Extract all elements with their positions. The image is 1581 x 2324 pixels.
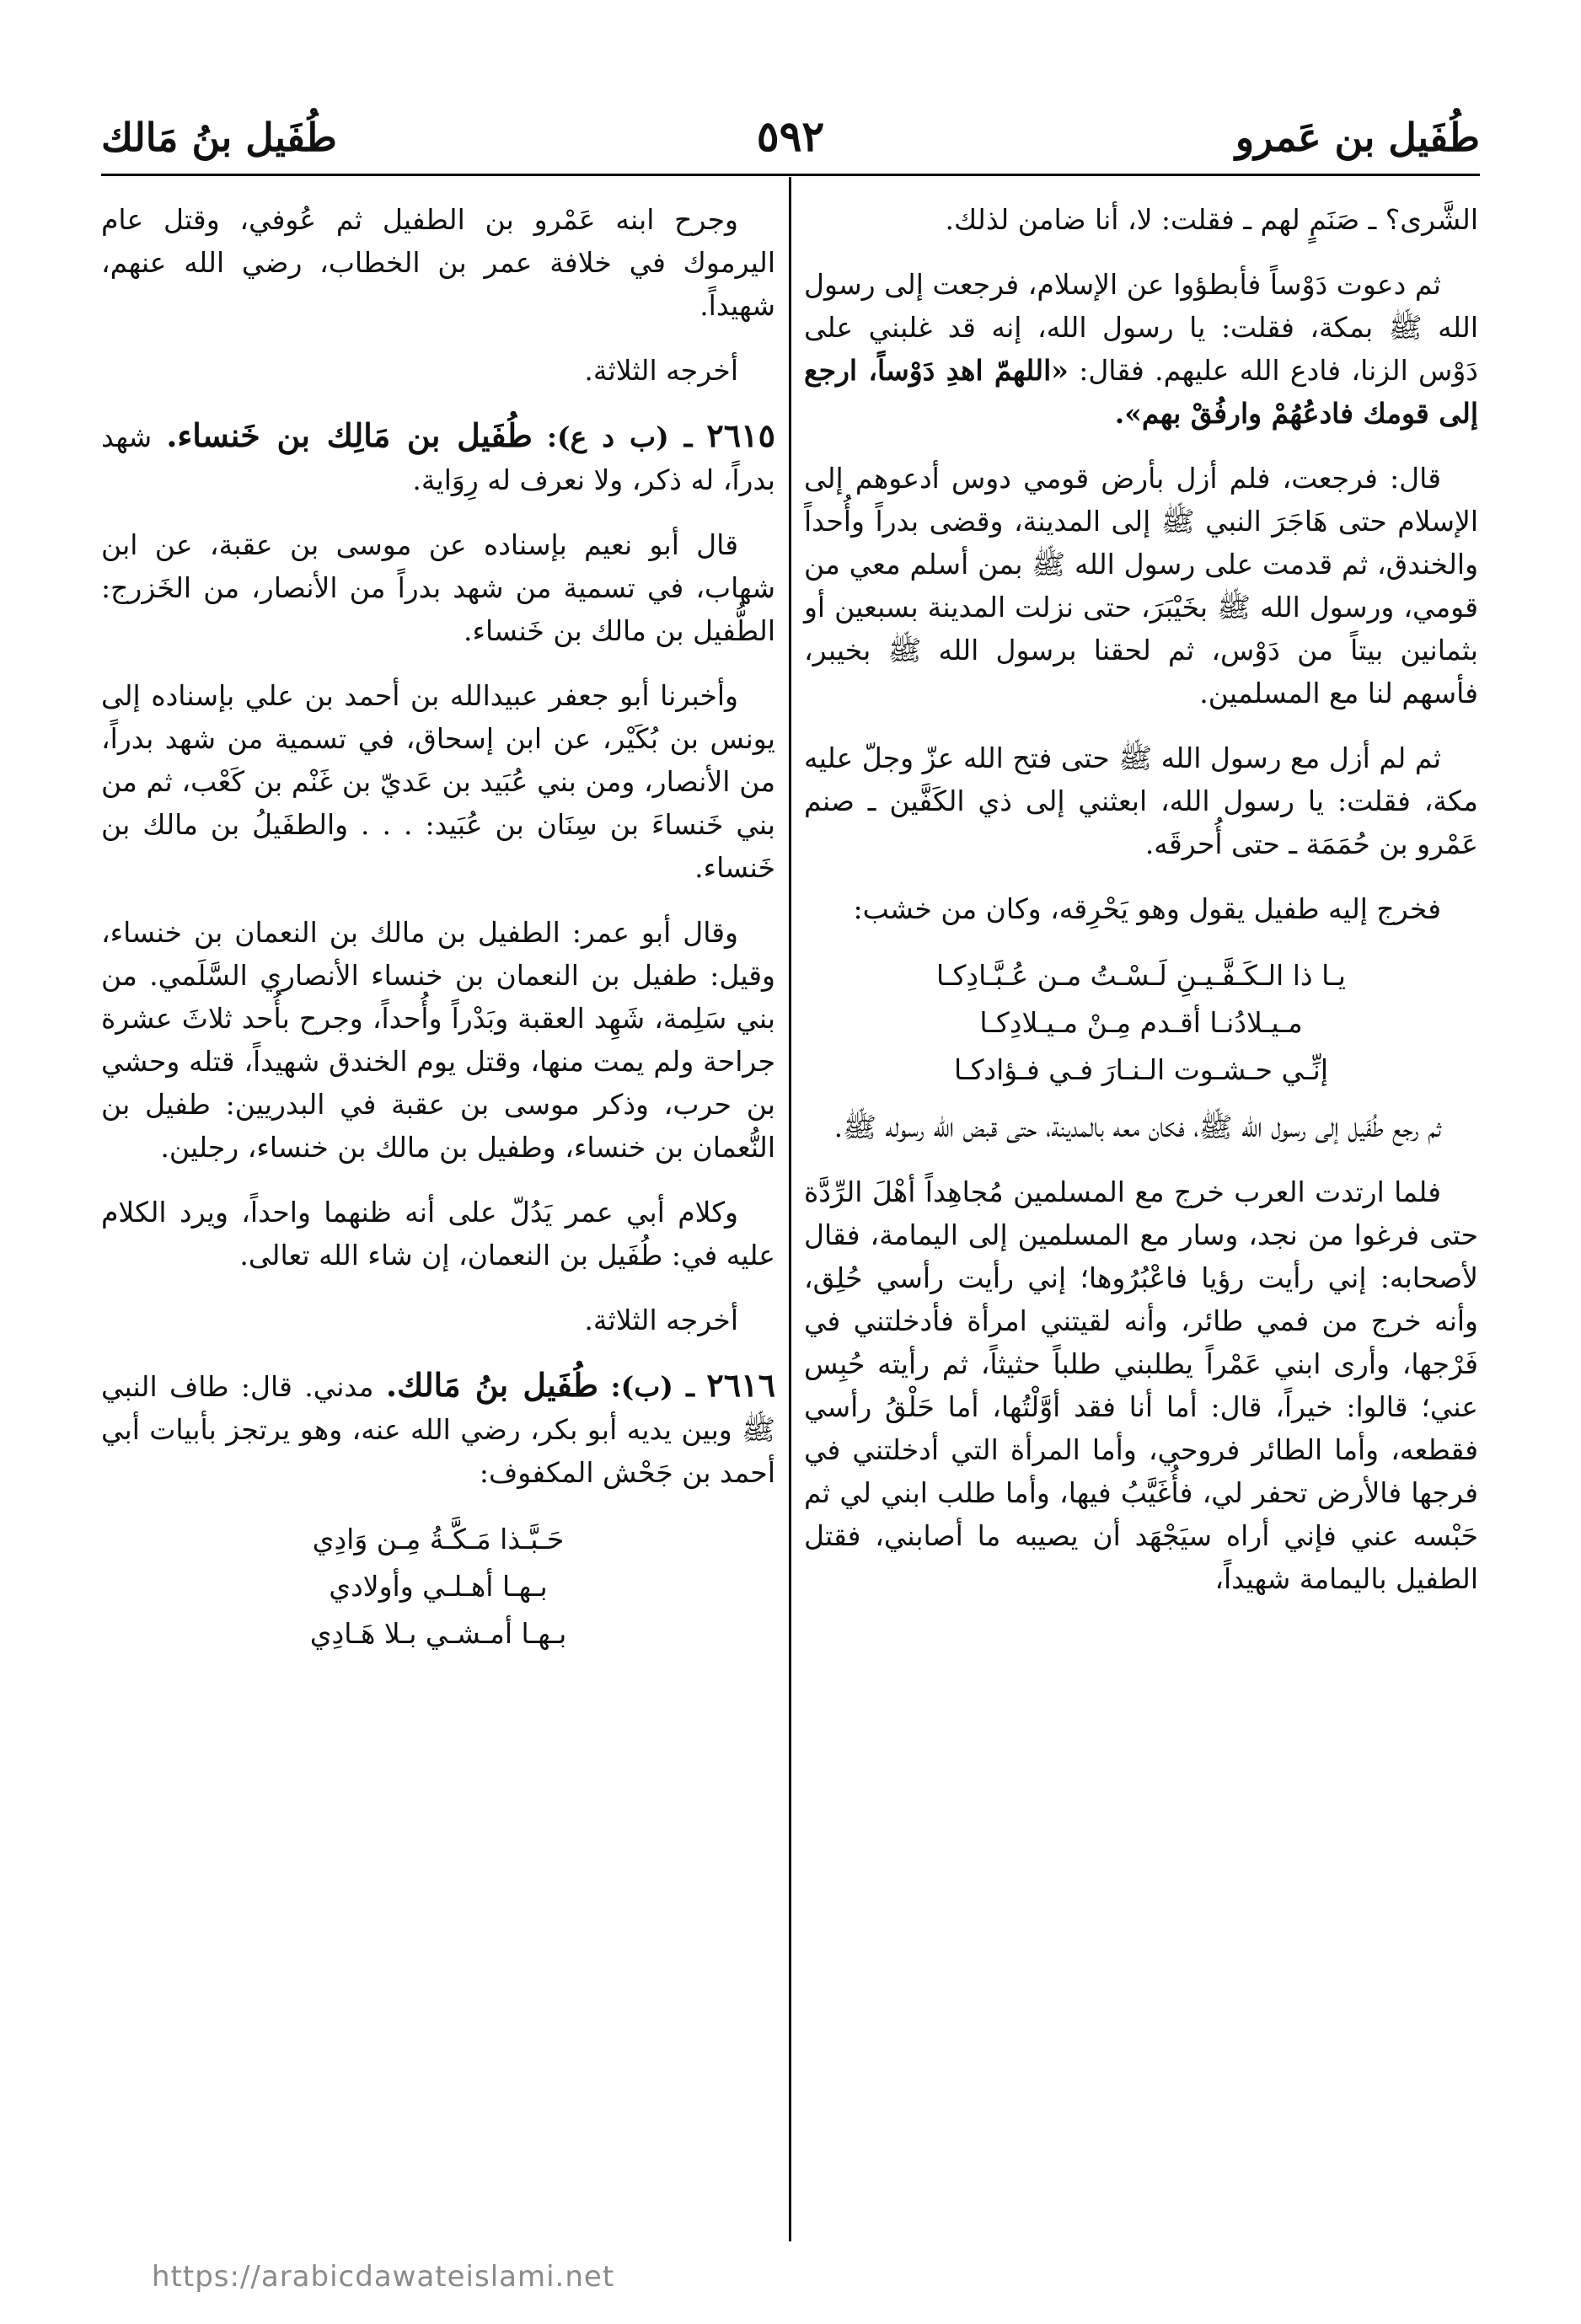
- hadith-quote: «اللهمّ اهدِ دَوْساً، ارجع إلى قومك فادعُهُمْ وارفُقْ بهم».: [804, 354, 1478, 430]
- poem-line: بـهـا أمـشـي بـلا هَـادِي: [309, 1617, 567, 1650]
- poem-line: يـا ذا الـكَـفَّـيـنِ لَـسْـتُ مـن عُـبَّـادِكـا: [936, 959, 1346, 992]
- page-header: [101, 99, 1480, 176]
- entry-text: مدني. قال: طاف النبي ﷺ وبين يديه أبو بكر، رضي الله عنه، وهو يرتجز بأبيات أبي أحمد بن جَحْش المكفوف:: [101, 1370, 775, 1489]
- entry-title: طُفَيل بن مَالِك بن خَنساء.: [166, 416, 533, 454]
- running-title-left: طُفَيل بنُ مَالك: [101, 115, 337, 160]
- poem-line: مـيـلادُنـا أقـدم مِـنْ مـيـلادِكـا: [979, 1006, 1303, 1039]
- paragraph: الشَّرى؟ ـ صَنَمٍ لهم ـ فقلت: لا، أنا ضامن لذلك.: [945, 203, 1478, 236]
- right-column: [804, 198, 1478, 1622]
- paragraph: وأخبرنا أبو جعفر عبيدالله بن أحمد بن علي بإسناده إلى يونس بن بُكَيْر، عن ابن إسحاق، في تسمية من شهد بدراً، من الأنصار، ومن بني عُبَيد بن عَديّ بن غَنْم بن كَعْب، ثم من بني خَنساءَ بن سِنَان بن عُبَيد: . . . والطفَيلُ بن مالك بن خَنساء.: [101, 679, 775, 884]
- entry-number: ٢٦١٦: [706, 1366, 775, 1404]
- entry-heading: [101, 1363, 775, 1494]
- paragraph: أخرجه الثلاثة.: [584, 354, 738, 387]
- entry-number: ٢٦١٥: [706, 416, 775, 454]
- paragraph: [804, 263, 1478, 435]
- paragraph: قال أبو نعيم بإسناده عن موسى بن عقبة، عن ابن شهاب، في تسمية من شهد بدراً من الأنصار، من الخَزرج: الطُّفيل بن مالك بن خَنساء.: [101, 528, 775, 647]
- entry-text: شهد بدراً، له ذكر، ولا نعرف له رِوَاية.: [101, 420, 775, 496]
- entry-code: ـ (ب):: [610, 1370, 694, 1403]
- paragraph: ثم لم أزل مع رسول الله ﷺ حتى فتح الله عزّ وجلّ عليه مكة، فقلت: يا رسول الله، ابعثني إلى ذي الكَفَّين ـ صنم عَمْرو بن حُمَمَة ـ حتى أُحرقَه.: [804, 742, 1478, 860]
- poem-line: بـهـا أهـلـي وأولادي: [329, 1570, 548, 1603]
- entry-heading: [101, 414, 775, 501]
- poem: [804, 952, 1478, 1094]
- poem-line: إنِّـي حـشـوت الـنـارَ فـي فـؤادكـا: [953, 1053, 1329, 1086]
- entry-code: ـ (ب د ع):: [546, 420, 693, 453]
- paragraph: أخرجه الثلاثة.: [584, 1304, 738, 1336]
- column-divider: [789, 177, 791, 2241]
- paragraph: فخرج إليه طفيل يقول وهو يَحْرِقه، وكان من خشب:: [853, 892, 1441, 925]
- poem: [101, 1516, 775, 1657]
- poem-line: حَـبَّـذا مَـكَّـةُ مِـن وَادِي: [312, 1523, 565, 1556]
- running-title-right: طُفَيل بن عَمرو: [1235, 115, 1480, 160]
- paragraph: وقال أبو عمر: الطفيل بن مالك بن النعمان بن خنساء، وقيل: طفيل بن النعمان بن خنساء الأنصاري السَّلَمي. من بني سَلِمة، شَهِد العقبة وبَدْراً وأُحداً، وجرح بأُحد ثلاثَ عشرة جراحة ولم يمت منها، وقتل يوم الخندق شهيداً، قتله وحشي بن حرب، وذكر موسى بن عقبة في البدريين: طفيل بن النُّعمان بن خنساء، وطفيل بن مالك بن خنساء، رجلين.: [101, 916, 775, 1164]
- paragraph-text: ثم دعوت دَوْساً فأبطؤوا عن الإسلام، فرجعت إلى رسول الله ﷺ بمكة، فقلت: يا رسول الله، إنه قد غلبني على دَوْس الزنا، فادع الله عليهم. فقال:: [804, 268, 1478, 387]
- left-column: [101, 198, 775, 1669]
- paragraph: ثم رجع طُفَيل إلى رسول الله ﷺ، فكان معه بالمدينة، حتى قبض الله رسوله ﷺ.: [833, 1111, 1441, 1143]
- paragraph: فلما ارتدت العرب خرج مع المسلمين مُجاهِداً أهْلَ الرِّدَّة حتى فرغوا من نجد، وسار مع المسلمين إلى اليمامة، فقال لأصحابه: إني رأيت رؤيا فاعْبُرُوها؛ إني رأيت رأسي حُلِق، وأنه خرج من فمي طائر، وأنه لقيتني امرأة فأدخلتني في فَرْجها، وأرى ابني عَمْراً يطلبني طلباً حثيثاً، ثم رأيته حُبِس عني؛ قالوا: خيراً، قال: أما أنا فقد أوَّلْتُها، أما حَلْقُ رأسي فقطعه، وأما الطائر فروحي، وأما المرأة التي أدخلتني في فرجها فالأرض تحفر لي، فأُغَيَّبُ فيها، وأما طلب ابني لي ثم حَبْسه عني فإني أراه سيَجْهَد أن يصيبه ما أصابني، فقتل الطفيل باليمامة شهيداً،: [804, 1175, 1478, 1595]
- page-number: ٥٩٢: [756, 111, 825, 161]
- paragraph: قال: فرجعت، فلم أزل بأرض قومي دوس أدعوهم إلى الإسلام حتى هَاجَرَ النبي ﷺ إلى المدينة، وقضى بدراً وأُحداً والخندق، ثم قدمت على رسول الله ﷺ بمن أسلم معي من قومي، ورسول الله ﷺ بخَيْبَرَ، حتى نزلت المدينة بسبعين أو بثمانين بيتاً من دَوْس، ثم لحقنا برسول الله ﷺ بخيبر، فأسهم لنا مع المسلمين.: [804, 462, 1478, 710]
- paragraph: وجرح ابنه عَمْرو بن الطفيل ثم عُوفي، وقتل عام اليرموك في خلافة عمر بن الخطاب، رضي الله عنهم، شهيداً.: [101, 203, 775, 322]
- paragraph: وكلام أبي عمر يَدُلّ على أنه ظنهما واحداً، ويرد الكلام عليه في: طُفَيل بن النعمان، إن شاء الله تعالى.: [101, 1196, 775, 1272]
- entry-title: طُفَيل بنُ مَالك.: [385, 1366, 599, 1404]
- watermark-url: https://arabicdawateislami.net: [152, 2260, 615, 2294]
